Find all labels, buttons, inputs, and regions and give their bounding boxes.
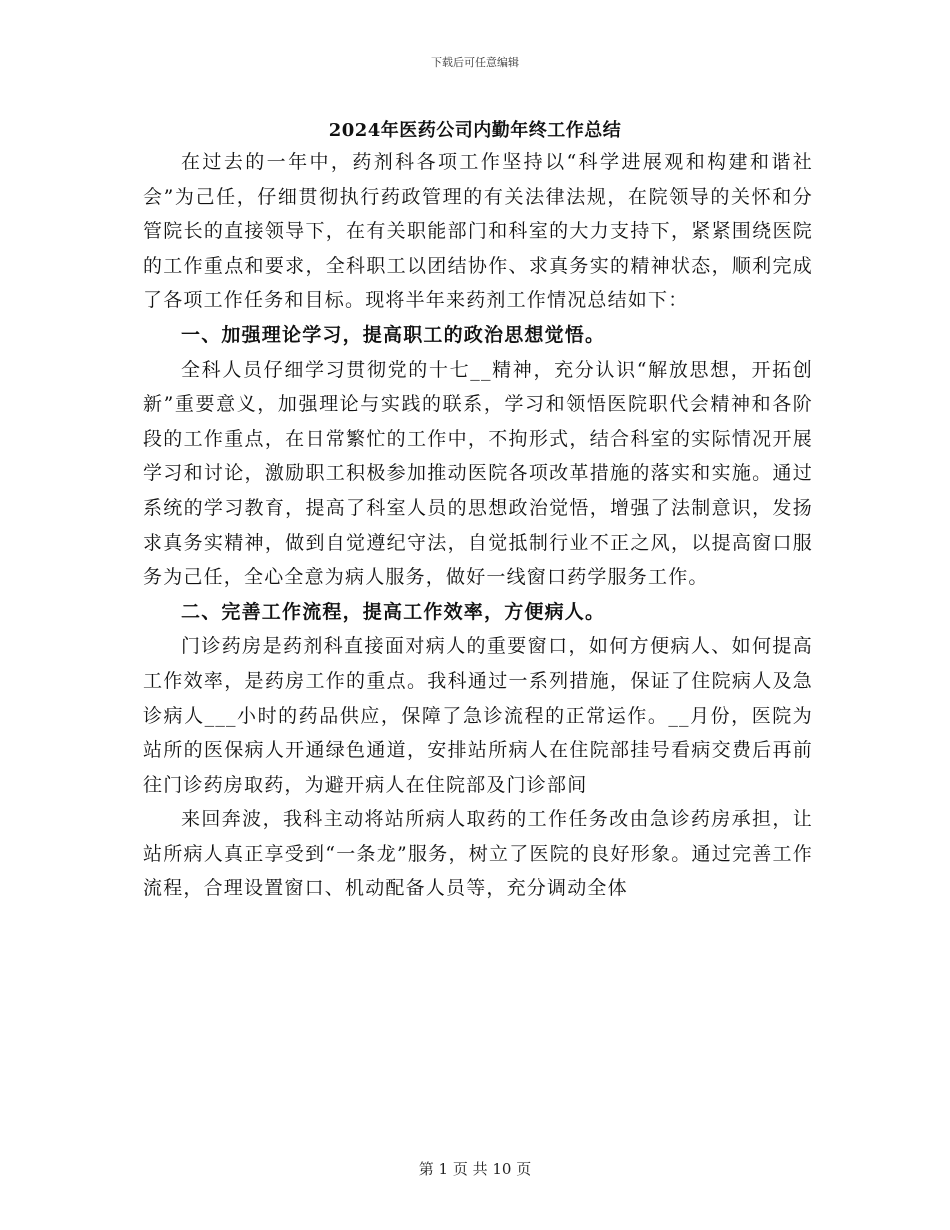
section-2-paragraph-2: 来回奔波，我科主动将站所病人取药的工作任务改由急诊药房承担，让站所病人真正享受到“一条龙”服务，树立了医院的良好形象。通过完善工作流程，合理设置窗口、机动配备人员等，充分调动全体 [143,808,813,900]
section-1-paragraph: 全科人员仔细学习贯彻党的十七__精神，充分认识“解放思想，开拓创新”重要意义，加强理论与实践的联系，学习和领悟医院职代会精神和各阶段的工作重点，在日常繁忙的工作中，不拘形式，结合科室的实际情况开展学习和讨论，激励职工积极参加推动医院各项改革措施的落实和实施。通过系统的学习教育，提高了科室人员的思想政治觉悟，增强了法制意识，发扬求真务实精神，做到自觉遵纪守法，自觉抵制行业不正之风，以提高窗口服务为己任，全心全意为病人服务，做好一线窗口药学服务工作。 [143,358,813,589]
page-title: 2024年医药公司内勤年终工作总结 [328,120,622,141]
intro-paragraph: 在过去的一年中，药剂科各项工作坚持以“科学进展观和构建和谐社会”为己任，仔细贯彻执行药政管理的有关法律法规，在院领导的关怀和分管院长的直接领导下，在有关职能部门和科室的大力支持下，紧紧围绕医院的工作重点和要求，全科职工以团结协作、求真务实的精神状态，顺利完成了各项工作任务和目标。现将半年来药剂工作情况总结如下： [143,151,813,312]
page-number: 第 1 页 共 10 页 [418,1160,532,1178]
section-2-heading: 二、完善工作流程，提高工作效率，方便病人。 [181,600,606,623]
header-note: 下载后可任意编辑 [431,56,519,69]
section-2-paragraph-1: 门诊药房是药剂科直接面对病人的重要窗口，如何方便病人、如何提高工作效率，是药房工作的重点。我科通过一系列措施，保证了住院病人及急诊病人___小时的药品供应，保障了急诊流程的正常运作。__月份，医院为站所的医保病人开通绿色通道，安排站所病人在住院部挂号看病交费后再前往门诊药房取药，为避开病人在住院部及门诊部间 [143,635,813,796]
section-1-heading: 一、加强理论学习，提高职工的政治思想觉悟。 [181,323,606,346]
document-body [143,145,813,906]
